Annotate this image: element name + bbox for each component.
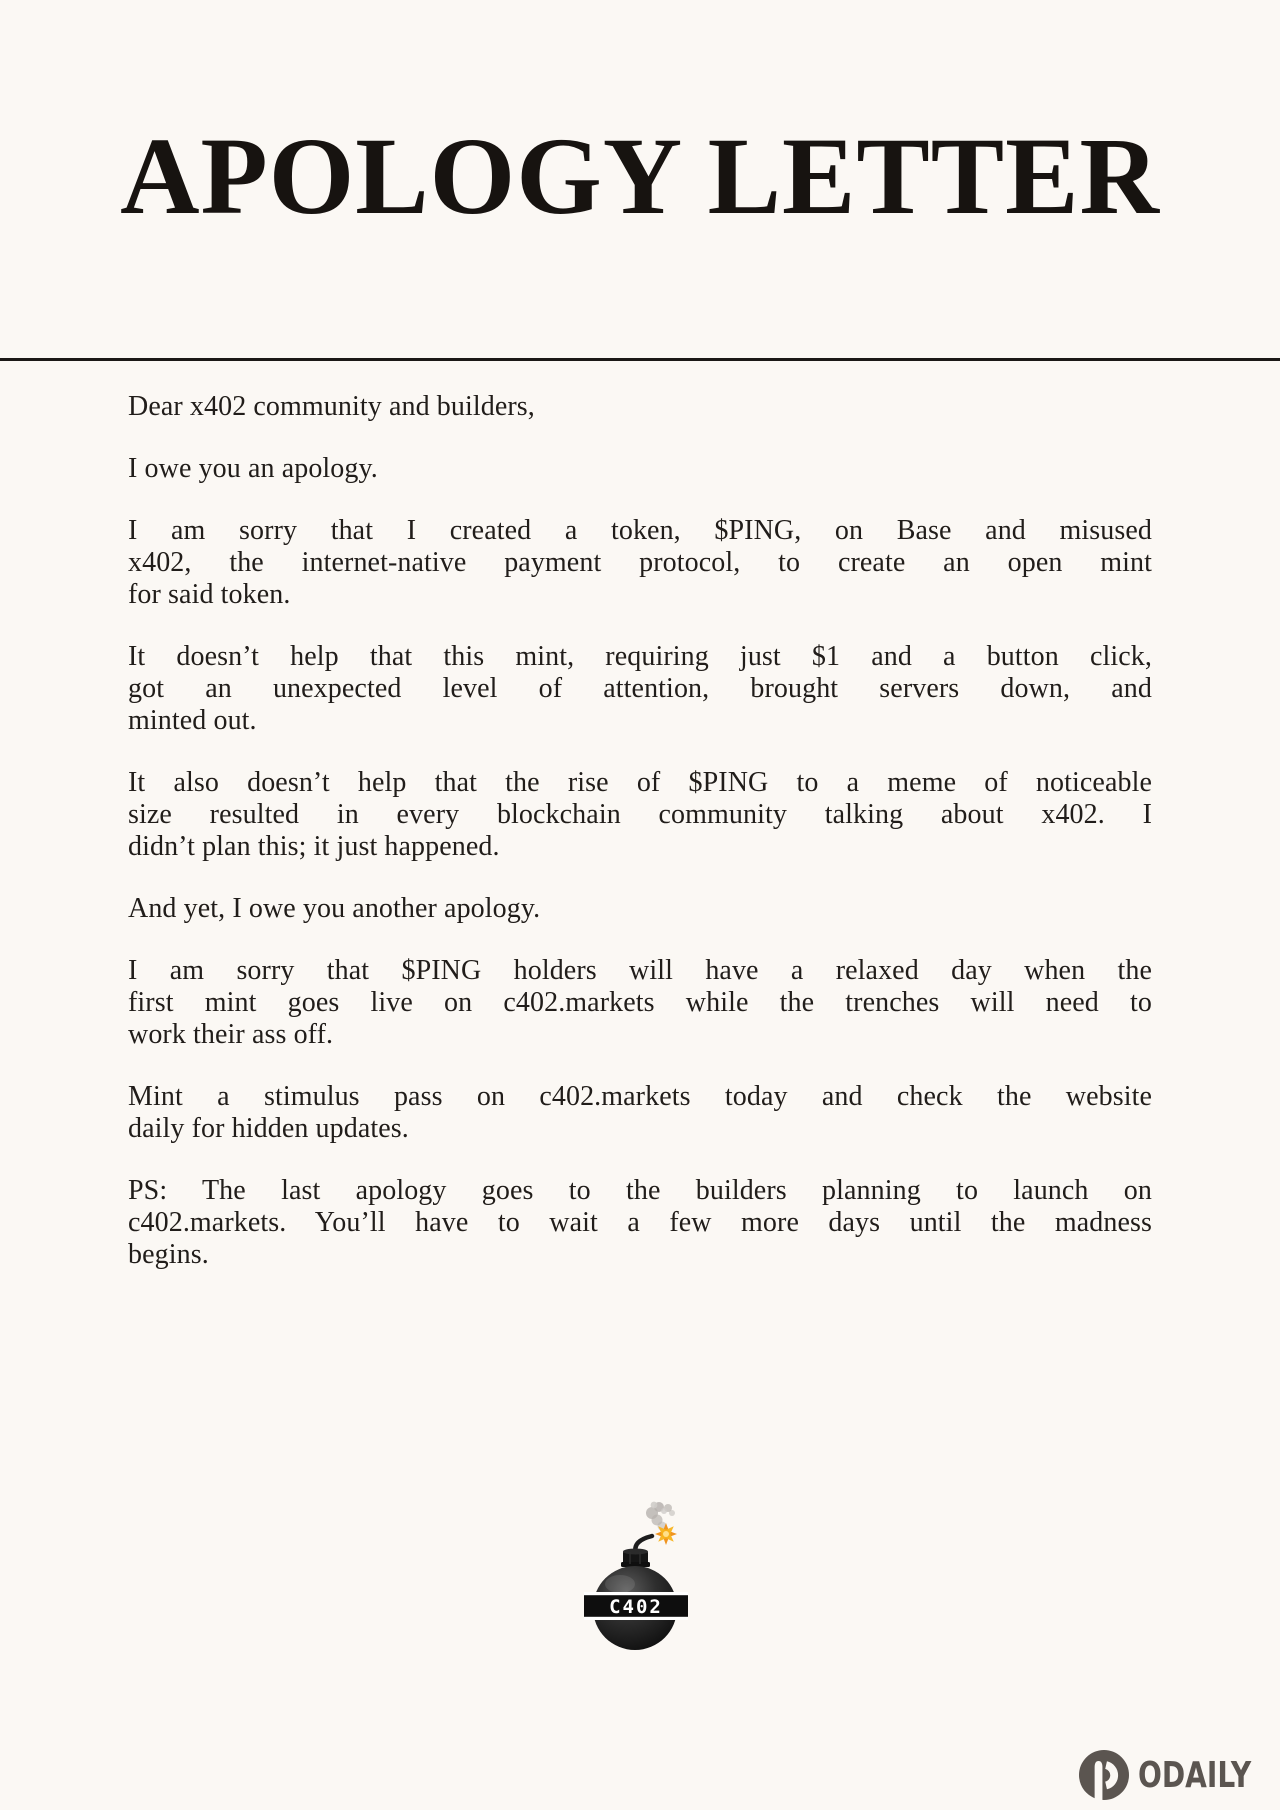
paragraph [128, 1175, 1152, 1271]
paragraph-line: Dear x402 community and builders, [128, 391, 535, 422]
odaily-wordmark-wrap [1138, 1750, 1268, 1800]
paragraph-line: first mint goes live on c402.markets while the trenches will need to [128, 987, 1152, 1018]
bomb-cap [621, 1549, 650, 1568]
odaily-logo [1079, 1750, 1268, 1800]
bomb-label: C402 [609, 1596, 663, 1618]
paragraph-line: didn’t plan this; it just happened. [128, 831, 500, 862]
paragraph-line: begins. [128, 1239, 209, 1270]
paragraph [128, 955, 1152, 1051]
paragraph [128, 893, 1152, 925]
paragraph-line: PS: The last apology goes to the builders planning to launch on [128, 1175, 1152, 1206]
paragraph-line: got an unexpected level of attention, brought servers down, and [128, 673, 1152, 704]
paragraph-line: minted out. [128, 705, 257, 736]
paragraph [128, 391, 1152, 423]
paragraph-line: x402, the internet-native payment protocol, to create an open mint [128, 547, 1152, 578]
paragraph-line: for said token. [128, 579, 291, 610]
paragraph-line: daily for hidden updates. [128, 1113, 409, 1144]
odaily-wordmark: ODAILY [1138, 1754, 1252, 1796]
paragraph-line: I am sorry that I created a token, $PING, on Base and misused [128, 515, 1152, 546]
paragraph-line: size resulted in every blockchain community talking about x402. I [128, 799, 1152, 830]
paragraph-line: work their ass off. [128, 1019, 334, 1050]
letter-body [128, 391, 1152, 1301]
paragraph-line: I owe you an apology. [128, 453, 378, 484]
paragraph-line: It doesn’t help that this mint, requiring just $1 and a button click, [128, 641, 1152, 672]
paragraph [128, 1081, 1152, 1145]
paragraph-line: Mint a stimulus pass on c402.markets today and check the website [128, 1081, 1152, 1112]
paragraph [128, 641, 1152, 737]
divider-line [0, 358, 1280, 361]
smoke-puffs [646, 1502, 675, 1531]
paragraph [128, 515, 1152, 611]
paragraph [128, 453, 1152, 485]
paragraph-line: It also doesn’t help that the rise of $PING to a meme of noticeable [128, 767, 1152, 798]
paragraph-line: c402.markets. You’ll have to wait a few more days until the madness [128, 1207, 1152, 1238]
paragraph-line: I am sorry that $PING holders will have a relaxed day when the [128, 955, 1152, 986]
paragraph [128, 767, 1152, 863]
odaily-logo-icon [1079, 1750, 1129, 1800]
page-title: APOLOGY LETTER [120, 115, 1160, 237]
paragraph-line: And yet, I owe you another apology. [128, 893, 541, 924]
bomb-icon [580, 1496, 692, 1656]
bomb-band [584, 1592, 688, 1620]
